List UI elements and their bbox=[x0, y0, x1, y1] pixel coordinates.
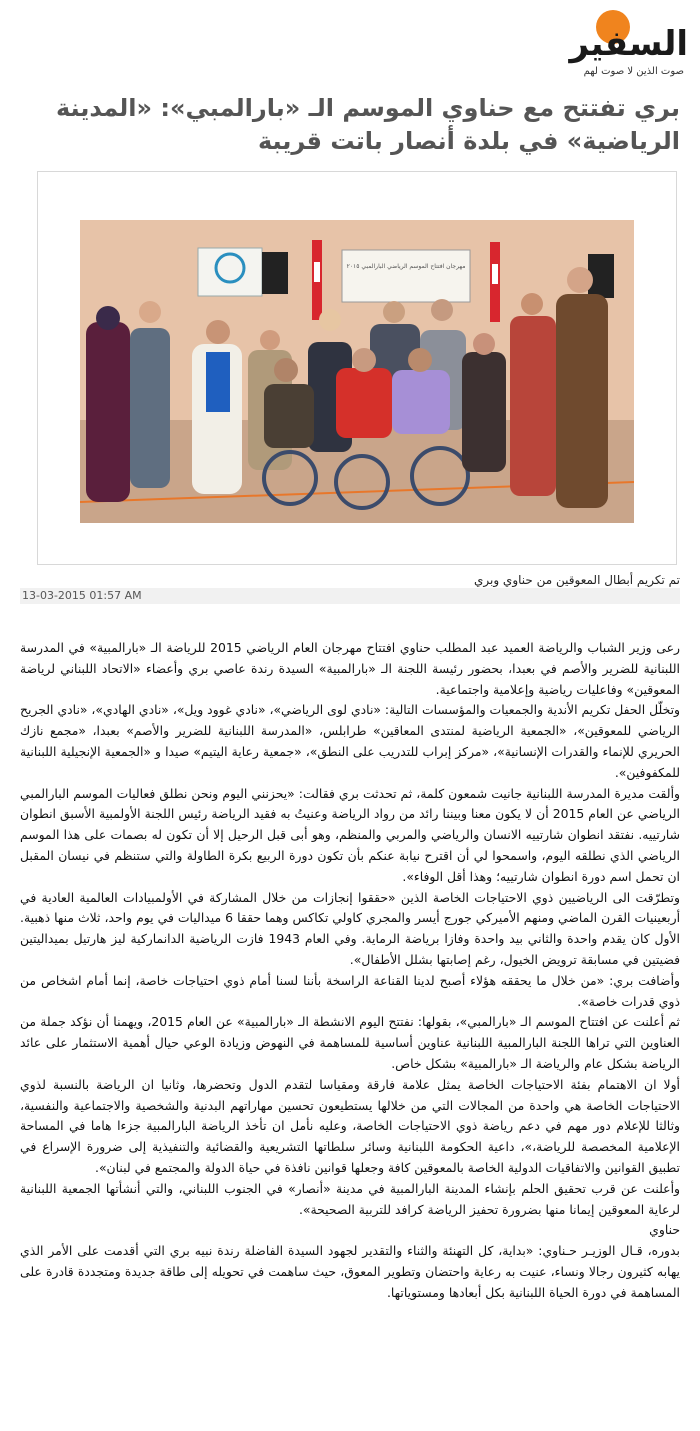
article-paragraph-4: وتطرّقت الى الرياضيين ذوي الاحتياجات الخاصة الذين «حققوا إنجازات من خلال المشاركة في الأولمبيادات العالمية العادية في أربعينيات القرن الماضي ومنهم الأميركي جورج أيسر والمجري كاولي تكاكس وهما حققا 6 ميداليات في يوم واحد، ثلاث منها ذهبية. الأول كان يقدم واحدة والثاني بيد واحدة وفازا برياضة الرماية. وفي العام 1943 فازت الرياضية الدانماركية ليز هارتيل بميداليتين فضيتين في مسابقة ترويض الخيول، رغم إصابتها بشلل الأطفال». bbox=[20, 889, 681, 967]
article-paragraph-3: وألقت مديرة المدرسة اللبنانية جانيت شمعون كلمة، ثم تحدثت بري فقالت: «يحزنني اليوم ونحن نطلق فعاليات الموسم البارالمبي الرياضي عن العام 2015 أن لا يكون معنا وبيننا رائد من رواد الرياضة وعنيتُ به فقيد الرياضة رئيس اللجنة الأولمبية الأسبق انطوان شارتييه. نفتقد انطوان شارتييه الانسان والرياضي والمربي والمنظم، وهو أبى قبل الرحيل إلا أن تكون له بصمات على هذا الموسم الرياضي الذي نطلقه اليوم، واسمحوا لي أن اقترح نيابة عنكم بأن تكون دورة الربيع بكرة الطاولة والتي ستنظم في نيسان المقبل ان تحمل اسم دورة انطوان شارتييه؛ وهذا أقل الوفاء». bbox=[20, 785, 680, 884]
photo-frame bbox=[37, 171, 677, 565]
article-headline: بري تفتتح مع حناوي الموسم الـ «بارالمبي»: «المدينة الرياضية» في بلدة أنصار باتت قريبة bbox=[55, 94, 680, 155]
article-paragraph-7: أولا ان الاهتمام بفئة الاحتياجات الخاصة يمثل علامة فارقة ومقياسا لتقدم الدول وتحضرها، وثانيا ان الرياضة بالنسبة لذوي الاحتياجات الخاصة هي واحدة من المجالات التي من خلالها يستطيعون تحسين مهاراتهم البدنية والشخصية والاجتماعية والنفسية، وثالثا للإعلام دور مهم في دعم رياضة ذوي الاحتياجات الخاصة، وعليه نأمل ان تأخذ الرياضة البارالمبية جزءا هاما في المساحة الإعلامية المخصصة للرياضة،»، داعية الحكومة اللبنانية وسائر سلطاتها التشريعية والقضائية والتنفيذية إلى ضرورة الإسراع في تطبيق القوانين والاتفاقيات الدولية الخاصة بالمعوقين كافة وجعلها قوانين نافذة في حياة الدولة والمجتمع في لبنان». bbox=[20, 1076, 680, 1175]
article-paragraph-5: وأضافت بري: «من خلال ما يحققه هؤلاء أصبح لدينا القناعة الراسخة بأننا لسنا أمام ذوي احتياجات خاصة، إنما أمام اشخاص من ذوي قدرات خاصة». bbox=[20, 972, 680, 1009]
newspaper-logo[interactable] bbox=[536, 6, 692, 76]
article-paragraph-6: ثم أعلنت عن افتتاح الموسم الـ «بارالمبي»، بقولها: نفتتح اليوم الانشطة الـ «بارالمبية» عن العام 2015، ويهمنا أن نؤكد جملة من العناوين التي تراها اللجنة البارالمبية اللبنانية عناوين أساسية للمساهمة في النهوض وزيادة الوعي حيال أهمية الاستثمار على عائد الرياضة بشكل عام والرياضة الـ «بارالمبية» بشكل خاص. bbox=[20, 1014, 680, 1071]
article-subheading: حناوي bbox=[649, 1222, 680, 1238]
article-paragraph-1: رعى وزير الشباب والرياضة العميد عبد المطلب حناوي افتتاح مهرجان العام الرياضي 2015 للرياضة الـ «بارالمبية» في المدرسة اللبنانية للضرير والأصم في بعبدا، بحضور رئيسة اللجنة الـ «بارالمبية» السيدة رندة عاصي بري وأعضاء «الاتحاد اللبناني لرياضة المعوقين» وفاعليات رياضية وإعلامية واجتماعية. bbox=[20, 640, 680, 697]
article-paragraph-2: وتخلّل الحفل تكريم الأندية والجمعيات والمؤسسات التالية: «نادي لوى الرياضي»، «نادي غوود ويل»، «نادي الهادي»، «نادي الجريح الرياضي للمعوقين»، «الجمعية الرياضية لمنتدى المعاقين» طرابلس، «المدرسة اللبنانية للضرير والأصم» بعبدا، «مجمع نازك الحريري للإنماء والقدرات الإنسانية»، «مركز إبراب للتدريب على النطق»، «جمعية رعاية اليتيم» صيدا و «الجمعية الإنجيلية اللبنانية للمكفوفين». bbox=[20, 702, 680, 780]
publish-date-text: 13-03-2015 01:57 AM bbox=[22, 589, 142, 602]
article-photo[interactable] bbox=[80, 220, 634, 523]
photo-caption: تم تكريم أبطال المعوقين من حناوي وبري bbox=[473, 573, 680, 587]
article-paragraph-8: وأعلنت عن قرب تحقيق الحلم بإنشاء المدينة البارالمبية في مدينة «أنصار» في الجنوب اللبناني، والتي أنشأتها الجمعية اللبنانية لرعاية المعوقين إيمانا منها بضرورة تحفيز الرياضة كرافد للتربية الصحيحة». bbox=[20, 1180, 680, 1217]
publish-date bbox=[20, 588, 680, 604]
logo-tagline: صوت الذين لا صوت لهم bbox=[583, 66, 684, 77]
article-body bbox=[20, 638, 680, 1304]
article-paragraph-9: بدوره، قـال الوزيـر حـناوي: «بداية، كل التهنئة والثناء والتقدير لجهود السيدة الفاضلة رندة نبيه بري التي أقدمت على الأمر الذي يهابه كثيرون رجالا ونساء، عنيت به رعاية واحتضان وتطوير المعوق، حيث ساهمت في تحويله إلى طاقة جديدة ومتجددة قادرة على المساهمة في دورة الحياة اللبنانية بكل أبعادها ومستوياتها. bbox=[20, 1243, 680, 1300]
photo-illustration bbox=[80, 220, 634, 523]
banner-text: مهرجان افتتاح الموسم الرياضي البارالمبي ٢٠١٥ bbox=[346, 263, 466, 270]
logo-text: السفير bbox=[569, 24, 688, 64]
